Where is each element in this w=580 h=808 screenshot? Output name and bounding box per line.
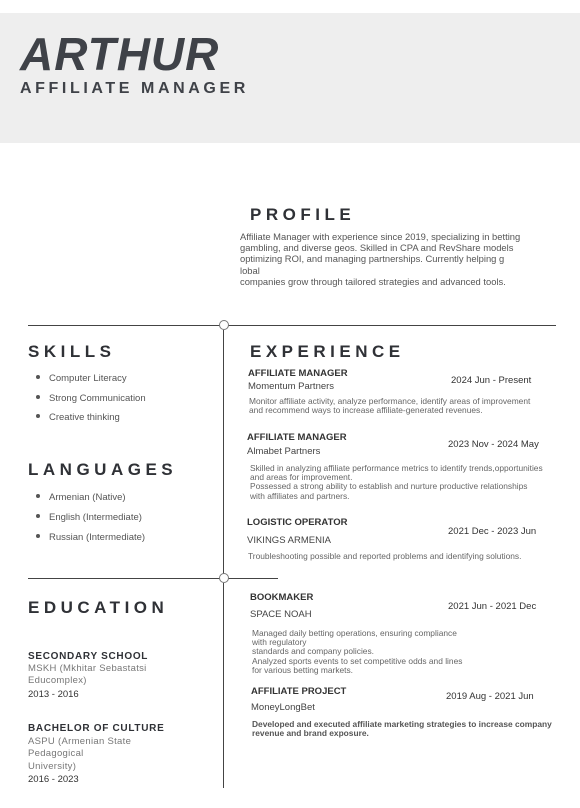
candidate-name: ARTHUR bbox=[20, 28, 220, 80]
education-dates: 2016 - 2023 bbox=[28, 774, 79, 785]
bullet-icon bbox=[36, 375, 40, 379]
job-company: VIKINGS ARMENIA bbox=[247, 535, 331, 546]
candidate-role: AFFILIATE MANAGER bbox=[20, 80, 249, 97]
divider-vertical-upper bbox=[223, 330, 224, 580]
divider-top bbox=[28, 325, 556, 326]
job-dates: 2021 Jun - 2021 Dec bbox=[448, 601, 537, 612]
job-title: LOGISTIC OPERATOR bbox=[247, 517, 348, 528]
language-item: Russian (Intermediate) bbox=[36, 532, 145, 544]
bullet-icon bbox=[36, 514, 40, 518]
job-dates: 2023 Nov - 2024 May bbox=[448, 439, 539, 450]
education-heading: EDUCATION bbox=[28, 598, 169, 617]
education-institution: MSKH (Mkhitar Sebastatsi Educomplex) bbox=[28, 663, 147, 687]
education-title: BACHELOR OF CULTURE bbox=[28, 723, 165, 734]
skill-item: Computer Literacy bbox=[36, 373, 127, 385]
education-institution: ASPU (Armenian State Pedagogical University) bbox=[28, 736, 132, 772]
profile-line: lobal bbox=[240, 264, 260, 276]
job-description: Developed and executed affiliate marketing strategies to increase company revenue and brand exposure. bbox=[252, 719, 552, 739]
skill-item: Strong Communication bbox=[36, 393, 146, 405]
language-item: Armenian (Native) bbox=[36, 492, 126, 504]
profile-line: gambling, and diverse geos. Skilled in CPA and RevShare models bbox=[240, 242, 514, 254]
bullet-icon bbox=[36, 395, 40, 399]
skill-item: Creative thinking bbox=[36, 412, 120, 424]
languages-heading: LANGUAGES bbox=[28, 460, 178, 479]
bullet-icon bbox=[36, 494, 40, 498]
bullet-icon bbox=[36, 414, 40, 418]
job-description: Troubleshooting possible and reported problems and identifying solutions. bbox=[248, 551, 522, 561]
job-description: Managed daily betting operations, ensuring compliance with regulatory standards and company policies. Analyzed sports events to set competitive odds and lines for various betting markets. bbox=[252, 628, 463, 675]
job-dates: 2019 Aug - 2021 Jun bbox=[446, 691, 534, 702]
job-company: Momentum Partners bbox=[248, 381, 335, 392]
experience-heading: EXPERIENCE bbox=[250, 342, 405, 361]
profile-line: optimizing ROI, and managing partnerships. Currently helping g bbox=[240, 253, 505, 265]
profile-line: Affiliate Manager with experience since 2019, specializing in betting bbox=[240, 231, 521, 242]
bullet-icon bbox=[36, 534, 40, 538]
profile-line: companies grow through tailored strategies and advanced tools. bbox=[240, 275, 506, 287]
job-company: Almabet Partners bbox=[247, 446, 321, 457]
job-title: AFFILIATE MANAGER bbox=[247, 432, 347, 443]
education-dates: 2013 - 2016 bbox=[28, 689, 79, 700]
job-description: Skilled in analyzing affiliate performance metrics to identify trends,opportunities and areas for improvement. Possessed a strong ability to establish and nurture productive relationships with affiliates and partners. bbox=[250, 463, 543, 501]
divider-vertical-lower bbox=[223, 583, 224, 788]
language-item: English (Intermediate) bbox=[36, 512, 142, 524]
job-company: SPACE NOAH bbox=[250, 609, 312, 620]
job-dates: 2024 Jun - Present bbox=[451, 375, 532, 386]
divider-middle bbox=[28, 578, 278, 579]
job-title: AFFILIATE PROJECT bbox=[251, 686, 347, 697]
job-company: MoneyLongBet bbox=[251, 702, 315, 713]
job-dates: 2021 Dec - 2023 Jun bbox=[448, 526, 537, 537]
job-description: Monitor affiliate activity, analyze performance, identify areas of improvement and recommend ways to increase affiliate-generated revenues. bbox=[249, 396, 531, 416]
education-title: SECONDARY SCHOOL bbox=[28, 651, 149, 662]
divider-node-top bbox=[219, 320, 229, 330]
divider-node-middle bbox=[219, 573, 229, 583]
job-title: BOOKMAKER bbox=[250, 592, 314, 603]
job-title: AFFILIATE MANAGER bbox=[248, 368, 348, 379]
skills-heading: SKILLS bbox=[28, 342, 116, 361]
profile-text bbox=[240, 231, 550, 287]
profile-heading: PROFILE bbox=[250, 205, 356, 224]
